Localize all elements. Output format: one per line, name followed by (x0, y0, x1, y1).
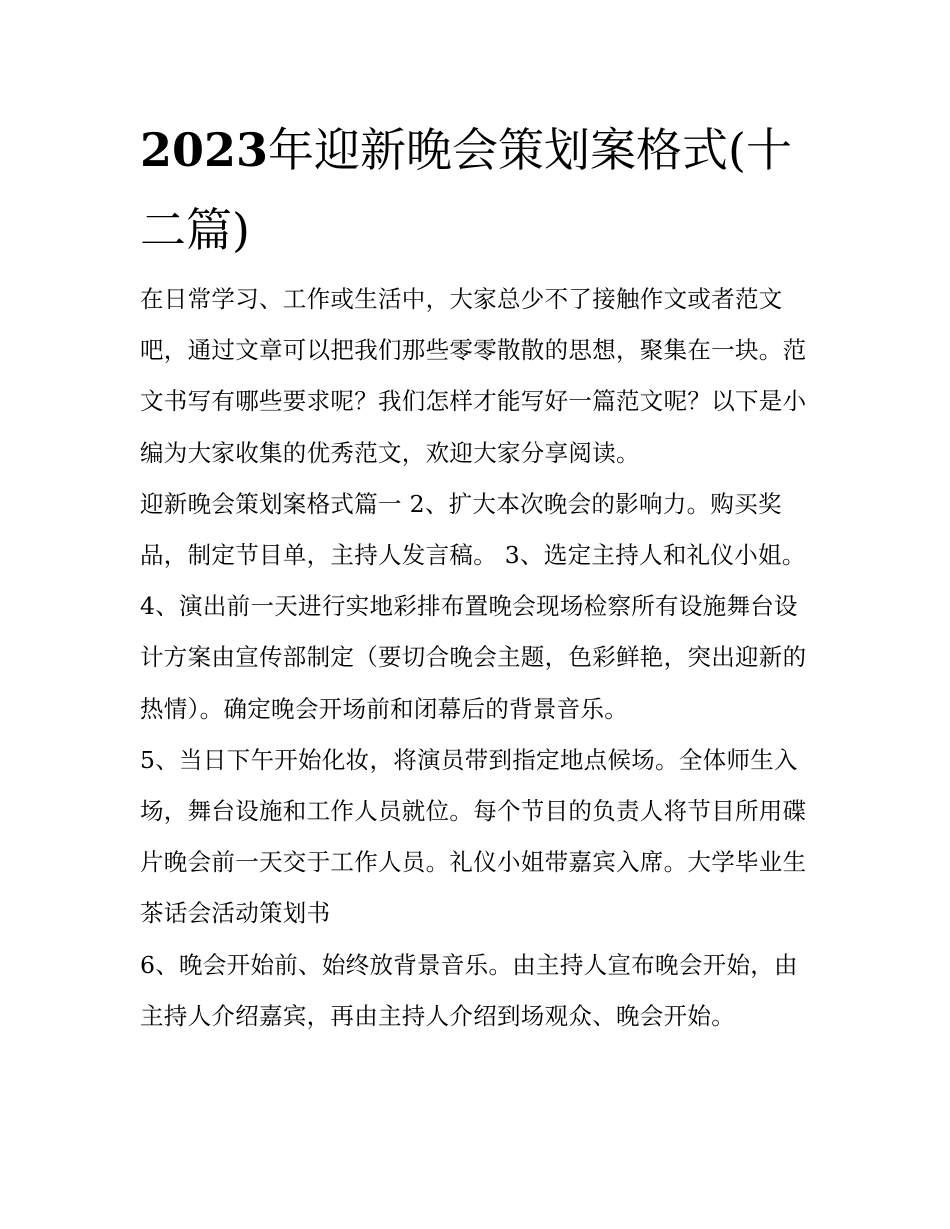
title-year: 2023 (140, 123, 269, 177)
paragraph-intro: 在日常学习、工作或生活中，大家总少不了接触作文或者范文吧，通过文章可以把我们那些零零散散的思想，聚集在一块。范文书写有哪些要求呢？我们怎样才能写好一篇范文呢？以下是小编为大家收集的优秀范文，欢迎大家分享阅读。 (140, 285, 807, 467)
title-text: 年迎新晚会策划案格式(十二篇) (140, 123, 792, 257)
paragraph-item-4: 4、演出前一天进行实地彩排布置晚会现场检察所有设施舞台设计方案由宣传部制定（要切合晚会主题，色彩鲜艳，突出迎新的热情）。确定晚会开场前和闭幕后的背景音乐。 (140, 592, 807, 723)
paragraph-item-6: 6、晚会开始前、始终放背景音乐。由主持人宣布晚会开始，由主持人介绍嘉宾，再由主持人介绍到场观众、晚会开始。 (140, 950, 798, 1030)
document-body (140, 274, 820, 1042)
paragraph-item-5: 5、当日下午开始化妆，将演员带到指定地点候场。全体师生入场，舞台设施和工作人员就位。每个节目的负责人将节目所用碟片晚会前一天交于工作人员。礼仪小姐带嘉宾入席。大学毕业生茶话会活动策划书 (140, 745, 807, 928)
paragraph-section-one: 迎新晚会策划案格式篇一 2、扩大本次晚会的影响力。购买奖品，制定节目单，主持人发言稿。 3、选定主持人和礼仪小姐。 (140, 489, 806, 570)
document-title (140, 110, 820, 270)
